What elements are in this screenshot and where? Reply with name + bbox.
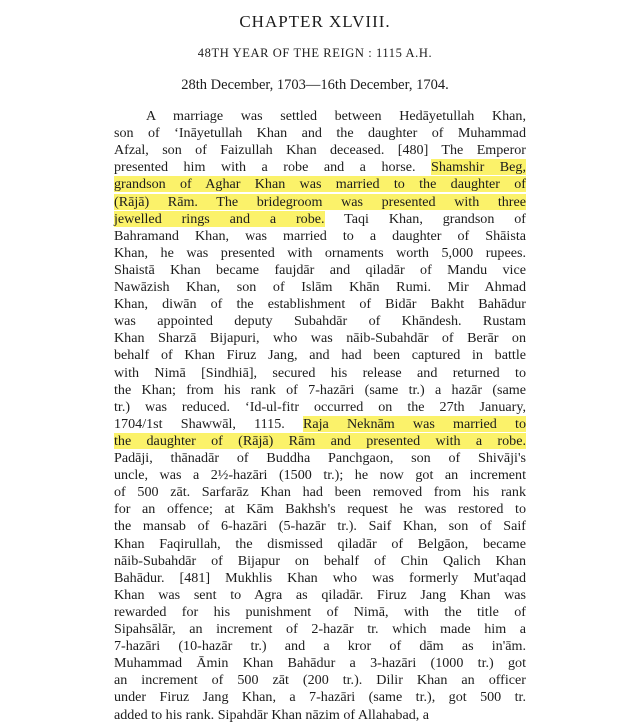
text-line	[114, 467, 526, 484]
text-segment: uncle, was a 2½-hazāri (1500 tr.); he now got an increment	[114, 467, 526, 484]
text-line	[114, 638, 526, 655]
text-line	[114, 570, 526, 587]
text-line	[114, 621, 526, 638]
highlighted-text: Raja Neknām was married to	[302, 415, 526, 432]
text-segment: Taqi Khan, grandson of	[324, 210, 526, 227]
text-line	[114, 450, 526, 467]
text-line	[114, 536, 526, 553]
text-segment: Bahramand Khan, was married to a daughter of Shāista	[114, 227, 526, 244]
text-segment: Sipahsālār, an increment of 2-hazār tr. which made him a	[114, 621, 526, 637]
highlighted-text: Shamshir Beg,	[431, 159, 526, 176]
highlighted-text: grandson of Aghar Khan was married to the daughter of	[114, 176, 526, 193]
text-segment: A marriage was settled between Hedāyetullah Khan,	[146, 108, 526, 124]
text-segment: son of ‘Ināyetullah Khan and the daughter of Muhammad	[114, 125, 526, 142]
highlighted-text: the daughter of (Rājā) Rām and presented with a robe.	[114, 432, 526, 449]
text-segment: Khan, he was presented with ornaments worth 5,000 rupees.	[114, 244, 526, 261]
text-line	[114, 176, 526, 193]
text-segment: with Nimā [Sindhiā], secured his release and returned to	[114, 364, 526, 381]
text-line	[114, 655, 526, 672]
text-segment: Khan Sharzā Bijapuri, who was nāib-Subahdār of Berār on	[114, 330, 526, 347]
text-line	[114, 433, 526, 450]
text-segment: presented him with a robe and a horse.	[114, 159, 432, 176]
text-line	[114, 347, 526, 364]
text-line	[114, 245, 526, 262]
text-line	[114, 262, 526, 279]
text-line	[114, 382, 526, 399]
text-line	[114, 125, 526, 142]
text-segment: 1704/1st Shawwāl, 1115.	[114, 415, 303, 432]
regnal-year-heading: 48TH YEAR OF THE REIGN : 1115 A.H.	[197, 46, 433, 60]
text-segment: rewarded for his punishment of Nimā, with the title of	[114, 603, 526, 620]
text-line	[114, 672, 526, 689]
text-segment: tr.) was reduced. ‘Id-ul-fitr occurred on the 27th January,	[114, 398, 526, 415]
text-segment: was appointed deputy Subahdār of Khāndesh. Rustam	[114, 313, 526, 330]
text-segment: added to his rank. Sipahdār Khan nāzim of Allahabad, a	[114, 706, 430, 723]
text-segment: the mansab of 6-hazāri (5-hazār tr.). Saif Khan, son of Saif	[114, 518, 526, 535]
text-segment: 7-hazāri (10-hazār tr.) and a kror of dām as in'ām.	[114, 638, 526, 655]
text-line	[114, 313, 526, 330]
text-line	[146, 108, 526, 125]
text-segment: Bahādur. [481] Mukhlis Khan who was formerly Mut'aqad	[114, 569, 526, 586]
text-line	[114, 501, 526, 518]
text-segment: behalf of Khan Firuz Jang, and had been captured in battle	[114, 347, 526, 364]
text-segment: Shaistā Khan became faujdār and qiladār of Mandu vice	[114, 261, 526, 278]
text-line	[114, 142, 526, 159]
text-segment: Afzal, son of Faizullah Khan deceased. [480] The Emperor	[114, 142, 526, 159]
text-line	[114, 416, 526, 433]
text-segment: Padāji, thānadār of Buddha Panchgaon, son of Shivāji's	[114, 450, 526, 466]
text-segment: an increment of 500 zāt (200 tr.). Dilir Khan an officer	[114, 672, 526, 689]
chapter-title: CHAPTER XLVIII.	[239, 12, 391, 31]
text-segment: Muhammad Āmin Khan Bahādur a 3-hazāri (1000 tr.) got	[114, 655, 526, 672]
text-segment: nāib-Subahdār of Bijapur on behalf of Chin Qalich Khan	[114, 552, 526, 569]
text-segment: for an offence; at Kām Bakhsh's request he was restored to	[114, 501, 526, 518]
text-line	[114, 604, 526, 621]
text-line	[114, 399, 526, 416]
text-segment: the Khan; from his rank of 7-hazāri (same tr.) a hazār (same	[114, 381, 526, 398]
text-line	[114, 211, 526, 228]
text-segment: under Firuz Jang Khan, a 7-hazāri (same tr.), got 500 tr.	[114, 689, 526, 706]
text-line	[114, 296, 526, 313]
text-line	[114, 330, 526, 347]
text-segment: of 500 zāt. Sarfarāz Khan had been removed from his rank	[114, 484, 526, 501]
text-line	[114, 587, 526, 604]
text-segment: Khan Faqirullah, the dismissed qiladār of Belgāon, became	[114, 535, 526, 552]
text-line	[114, 365, 526, 382]
text-line	[114, 159, 526, 176]
text-segment: Khan, diwān of the establishment of Bidār Bakht Bahādur	[114, 296, 526, 313]
text-line	[114, 689, 526, 706]
text-line	[114, 553, 526, 570]
text-segment: Khan was sent to Agra as qiladār. Firuz Jang Khan was	[114, 586, 526, 603]
date-range-heading: 28th December, 1703—16th December, 1704.	[181, 77, 449, 93]
text-line	[114, 194, 526, 211]
text-segment: Nawāzish Khan, son of Islām Khān Rumi. Mir Ahmad	[114, 279, 526, 295]
text-line	[114, 228, 526, 245]
highlighted-text: (Rājā) Rām. The bridegroom was presented with three	[114, 193, 526, 210]
text-line	[114, 707, 526, 724]
text-line	[114, 279, 526, 296]
text-line	[114, 518, 526, 535]
text-line	[114, 484, 526, 501]
highlighted-text: jewelled rings and a robe.	[114, 210, 325, 227]
